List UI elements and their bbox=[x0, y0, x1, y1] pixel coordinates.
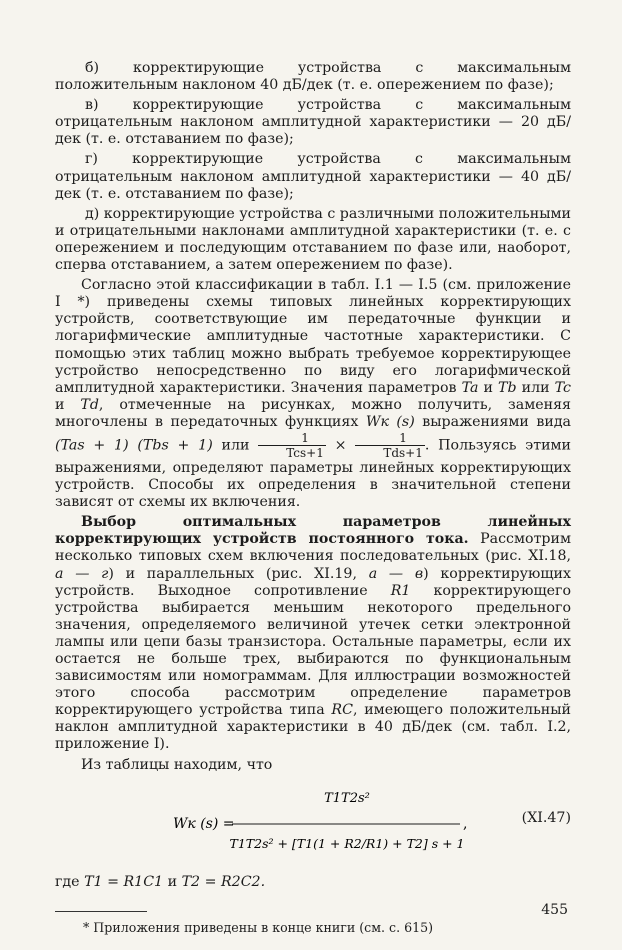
r1-symbol: R1 bbox=[390, 582, 411, 599]
page-number: 455 bbox=[541, 902, 568, 918]
expr-or: или bbox=[221, 437, 250, 454]
where-and: и bbox=[167, 873, 178, 890]
section-body4: корректирующего устройства выбирается меньшим некоторого предельного значения, определяемого величиной утечек сетки электронной лампы или цепи базы транзистора. Остальные параметры, если их остается не больше трех, выбираются по функциональным зависимостям или номограммам. Для иллюстрации возможностей этого способа рассмотрим определение параметров корректирующего устройства типа bbox=[55, 582, 571, 719]
where-t1: T1 = R1C1 bbox=[84, 873, 164, 890]
footnote-divider bbox=[55, 911, 147, 912]
classification-text: Согласно этой классификации в табл. I.1 — I.5 (см. приложение I *) приведены схемы типовых линейных корректирующих устройств, соответствующие им передаточные функции и логарифмические амплитудные частотные характеристики. С помощью этих таблиц можно выбрать требуемое корректирующее устройство непосредственно по виду его логарифмической амплитудной характеристики. Значения параметров bbox=[55, 277, 571, 396]
equation-number: (XI.47) bbox=[521, 809, 571, 826]
wk-symbol: Wк (s) bbox=[365, 413, 415, 430]
param-td: Td bbox=[80, 396, 99, 413]
section-body1: Рассмотрим несколько типовых схем включения последовательных (рис. XI.18, bbox=[55, 531, 571, 565]
where-line bbox=[55, 874, 571, 891]
where-prefix: где bbox=[55, 873, 80, 890]
equation-graphic bbox=[55, 780, 515, 870]
classification-paragraph: Согласно этой классификации в табл. I.1 — I.5 (см. приложение I *) приведены схемы типовых линейных корректирующих устройств, соответствующие им передаточные функции и логарифмические амплитудные частотные характеристики. С помощью этих таблиц можно выбрать требуемое корректирующее устройство непосредственно по виду его логарифмической амплитудной характеристики. Значения параметров Ta и Tb или Tc и Td, отмеченные на рисунках, можно получить, заменяя многочлены в передаточных функциях Wк (s) выражениями вида (Tas + 1) (Tbs + 1) или $\frac{1}{\text{Tcs+1}}$ × $\frac{1}{\text{Tds+1}}$ . Пользуясь этими выражениями, определяют параметры линейных корректирующих устройств. Способы их определения в значительной степени зависят от схемы их включения. bbox=[55, 277, 572, 511]
table-intro: Из таблицы находим, что bbox=[81, 756, 273, 773]
section-body2: ) и параллельных (рис. XI.19, bbox=[108, 565, 357, 582]
section-paragraph bbox=[55, 514, 571, 753]
equation-comma: , bbox=[463, 815, 468, 832]
fraction-tc bbox=[258, 431, 326, 460]
section-body3: ) корректирующих устройств. Выходное сопротивление bbox=[55, 565, 571, 599]
fraction-td bbox=[355, 431, 425, 460]
where-t2: T2 = R2C2. bbox=[181, 873, 266, 890]
list-item-b: б) корректирующие устройства с максимальным положительным наклоном 40 дБ/дек (т. е. опережением по фазе); bbox=[55, 60, 571, 94]
expression: (Tas + 1) (Tbs + 1) bbox=[55, 437, 213, 454]
fig-ref-a-v: а — в bbox=[368, 565, 424, 582]
section-heading: Выбор оптимальных параметров линейных корректирующих устройств постоянного тока. bbox=[55, 514, 571, 548]
times-sign: × bbox=[334, 437, 347, 454]
params-or: или bbox=[521, 379, 550, 396]
page-body bbox=[55, 60, 571, 939]
footnote: * Приложения приведены в конце книги (см. с. 615) bbox=[83, 919, 434, 935]
fraction-tc-den: Tcs+1 bbox=[286, 445, 324, 460]
fraction-td-num: 1 bbox=[355, 431, 425, 446]
classification-text4: . Пользуясь этими выражениями, определяют параметры линейных корректирующих устройств. Способы их определения в значительной степени зависят от схемы их включения. bbox=[55, 437, 572, 511]
list-item-v: в) корректирующие устройства с максимальным отрицательным наклоном амплитудной характеристики — 20 дБ/дек (т. е. отставанием по фазе); bbox=[55, 97, 571, 148]
param-ta: Ta bbox=[461, 379, 479, 396]
list-item-g: г) корректирующие устройства с максимальным отрицательным наклоном амплитудной характеристики — 40 дБ/дек (т. е. отставанием по фазе); bbox=[55, 151, 571, 202]
section-body5: , имеющего положительный наклон амплитудной характеристики в 40 дБ/дек (см. табл. I.2, приложение I). bbox=[55, 702, 571, 753]
rc-symbol: RC bbox=[331, 702, 353, 719]
param-tb: Tb bbox=[498, 379, 517, 396]
list-item-d: д) корректирующие устройства с различными положительными и отрицательными наклонами амплитудной характеристики (т. е. с опережением и последующим отставанием по фазе или, наоборот, сперва отставанием, а затем опережением по фазе). bbox=[55, 205, 571, 274]
param-tc: Tc bbox=[554, 379, 571, 396]
equation-xi47 bbox=[55, 780, 571, 870]
equation-lhs: Wк (s) = bbox=[173, 815, 235, 832]
equation-numerator: T1T2s² bbox=[324, 790, 370, 806]
classification-text2: , отмеченные на рисунках, можно получить, заменяя многочлены в передаточных функциях bbox=[55, 396, 571, 430]
fraction-td-den: Tds+1 bbox=[383, 445, 423, 460]
fraction-tc-num: 1 bbox=[258, 431, 326, 446]
equation-denominator: T1T2s² + [T1(1 + R2/R1) + T2] s + 1 bbox=[229, 835, 465, 851]
fig-ref-a-g: а — г bbox=[55, 565, 109, 582]
classification-text3: выражениями вида bbox=[422, 413, 572, 430]
